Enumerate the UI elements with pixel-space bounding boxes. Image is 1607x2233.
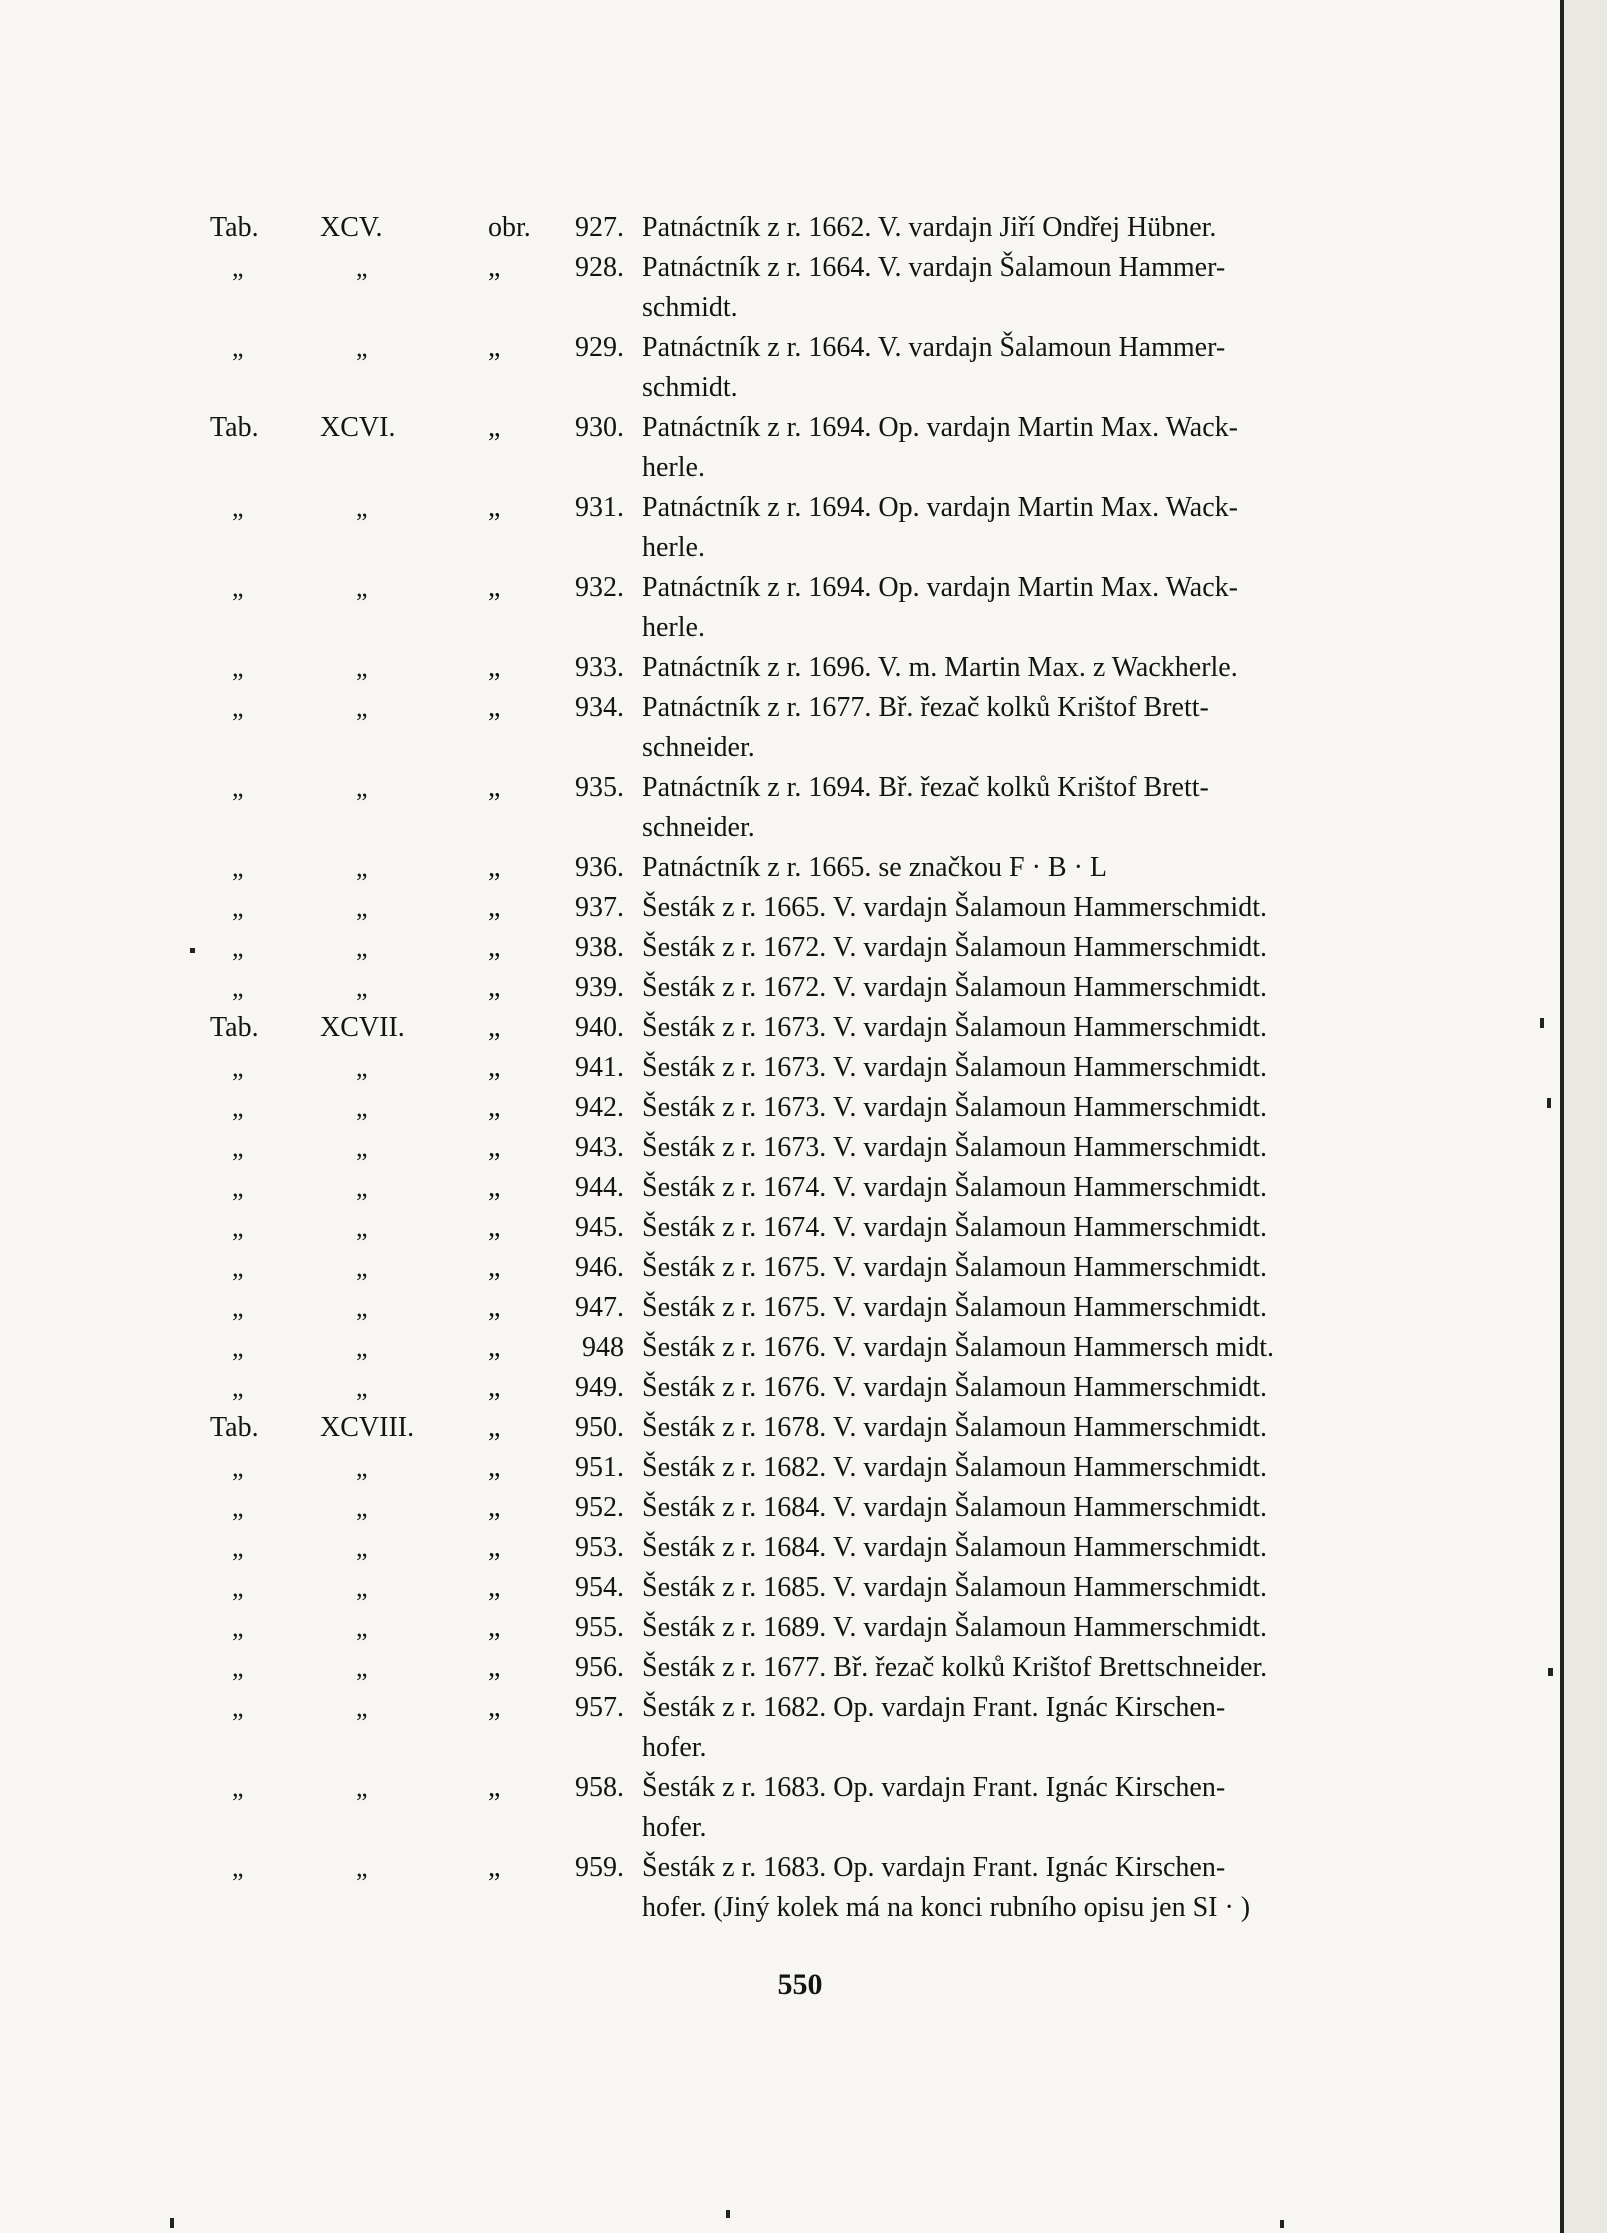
ditto-mark-tab: „: [232, 493, 244, 522]
entry-description: Šesták z r. 1689. V. vardajn Šalamoun Hammerschmidt.: [642, 1612, 1267, 1643]
figure-label: „: [488, 1852, 501, 1883]
figure-number: 933.: [575, 652, 624, 683]
plate-number: XCV.: [320, 212, 383, 243]
figure-label: „: [488, 1012, 501, 1043]
entry-description: Šesták z r. 1674. V. vardajn Šalamoun Hammerschmidt.: [642, 1172, 1267, 1203]
entry-description: Šesták z r. 1682. V. vardajn Šalamoun Hammerschmidt.: [642, 1452, 1267, 1483]
entry-description-continuation: hofer.: [642, 1732, 707, 1763]
ditto-mark-tab: „: [232, 1133, 244, 1162]
figure-label: „: [488, 1652, 501, 1683]
entry-description: Patnáctník z r. 1694. Op. vardajn Martin Max. Wack-: [642, 572, 1238, 603]
catalog-entry: [0, 848, 1460, 888]
catalog-entry: [0, 1008, 1460, 1048]
ditto-mark-plate: „: [356, 573, 368, 602]
scan-speck: [726, 2210, 730, 2218]
ditto-mark-tab: „: [232, 853, 244, 882]
figure-label: „: [488, 252, 501, 283]
scan-speck: [190, 948, 195, 953]
catalog-entry: [0, 688, 1460, 728]
figure-number: 957.: [575, 1692, 624, 1723]
ditto-mark-tab: „: [232, 1373, 244, 1402]
catalog-entry-continuation: [0, 1808, 1460, 1848]
plate-number: XCVI.: [320, 412, 396, 443]
entry-description: Šesták z r. 1684. V. vardajn Šalamoun Hammerschmidt.: [642, 1492, 1267, 1523]
plate-tab-label: Tab.: [210, 1412, 259, 1443]
ditto-mark-plate: „: [356, 1573, 368, 1602]
catalog-entry: [0, 888, 1460, 928]
figure-number: 954.: [575, 1572, 624, 1603]
ditto-mark-tab: „: [232, 893, 244, 922]
figure-number: 940.: [575, 1012, 624, 1043]
ditto-mark-tab: „: [232, 1573, 244, 1602]
ditto-mark-plate: „: [356, 1693, 368, 1722]
ditto-mark-plate: „: [356, 1133, 368, 1162]
entry-description: Šesták z r. 1682. Op. vardajn Frant. Ignác Kirschen-: [642, 1692, 1226, 1723]
ditto-mark-tab: „: [232, 1773, 244, 1802]
entry-description: Šesták z r. 1674. V. vardajn Šalamoun Hammerschmidt.: [642, 1212, 1267, 1243]
catalog-entry: [0, 1288, 1460, 1328]
figure-number: 941.: [575, 1052, 624, 1083]
entry-description: Šesták z r. 1685. V. vardajn Šalamoun Hammerschmidt.: [642, 1572, 1267, 1603]
figure-number: 953.: [575, 1532, 624, 1563]
entry-description: Patnáctník z r. 1694. Bř. řezač kolků Krištof Brett-: [642, 772, 1209, 803]
plate-number: XCVII.: [320, 1012, 405, 1043]
catalog-entry-continuation: [0, 288, 1460, 328]
ditto-mark-plate: „: [356, 1853, 368, 1882]
catalog-entry: [0, 1048, 1460, 1088]
figure-number: 928.: [575, 252, 624, 283]
ditto-mark-tab: „: [232, 1853, 244, 1882]
figure-label: „: [488, 1252, 501, 1283]
ditto-mark-plate: „: [356, 973, 368, 1002]
entry-description: Patnáctník z r. 1677. Bř. řezač kolků Krištof Brett-: [642, 692, 1209, 723]
entry-description-continuation: hofer. (Jiný kolek má na konci rubního opisu jen SI · ): [642, 1892, 1251, 1923]
figure-label: „: [488, 772, 501, 803]
entry-description: Šesták z r. 1675. V. vardajn Šalamoun Hammerschmidt.: [642, 1292, 1267, 1323]
figure-number: 956.: [575, 1652, 624, 1683]
ditto-mark-tab: „: [232, 1613, 244, 1642]
figure-label: „: [488, 1132, 501, 1163]
entry-description-continuation: herle.: [642, 532, 705, 563]
ditto-mark-plate: „: [356, 693, 368, 722]
figure-label: „: [488, 572, 501, 603]
entry-description: Šesták z r. 1683. Op. vardajn Frant. Ignác Kirschen-: [642, 1852, 1226, 1883]
figure-number: 955.: [575, 1612, 624, 1643]
ditto-mark-tab: „: [232, 1093, 244, 1122]
figure-number: 927.: [575, 212, 624, 243]
scan-speck: [170, 2218, 174, 2228]
ditto-mark-plate: „: [356, 333, 368, 362]
figure-label: „: [488, 1772, 501, 1803]
catalog-entry-continuation: [0, 368, 1460, 408]
entry-description: Šesták z r. 1673. V. vardajn Šalamoun Hammerschmidt.: [642, 1012, 1267, 1043]
catalog-entry: [0, 768, 1460, 808]
ditto-mark-tab: „: [232, 1533, 244, 1562]
figure-number: 931.: [575, 492, 624, 523]
figure-number: 935.: [575, 772, 624, 803]
catalog-entry: [0, 968, 1460, 1008]
figure-number: 943.: [575, 1132, 624, 1163]
catalog-entry: [0, 328, 1460, 368]
plate-number: XCVIII.: [320, 1412, 415, 1443]
scan-speck: [1540, 1018, 1544, 1028]
figure-number: 936.: [575, 852, 624, 883]
catalog-entry: [0, 1688, 1460, 1728]
ditto-mark-plate: „: [356, 1053, 368, 1082]
catalog-entry: [0, 1128, 1460, 1168]
catalog-entry: [0, 208, 1460, 248]
ditto-mark-plate: „: [356, 1773, 368, 1802]
catalog-entry: [0, 568, 1460, 608]
catalog-entry: [0, 1648, 1460, 1688]
ditto-mark-plate: „: [356, 1653, 368, 1682]
entry-description: Šesták z r. 1684. V. vardajn Šalamoun Hammerschmidt.: [642, 1532, 1267, 1563]
entry-description-continuation: herle.: [642, 452, 705, 483]
plate-tab-label: Tab.: [210, 212, 259, 243]
ditto-mark-plate: „: [356, 773, 368, 802]
ditto-mark-tab: „: [232, 1453, 244, 1482]
figure-number: 947.: [575, 1292, 624, 1323]
figure-label: „: [488, 692, 501, 723]
catalog-entry: [0, 488, 1460, 528]
ditto-mark-plate: „: [356, 653, 368, 682]
entry-description-continuation: schneider.: [642, 812, 755, 843]
catalog-entry: [0, 1768, 1460, 1808]
entry-description: Šesták z r. 1673. V. vardajn Šalamoun Hammerschmidt.: [642, 1092, 1267, 1123]
catalog-entry: [0, 408, 1460, 448]
ditto-mark-plate: „: [356, 933, 368, 962]
entry-description-continuation: herle.: [642, 612, 705, 643]
figure-number: 950.: [575, 1412, 624, 1443]
catalog-entry: [0, 1448, 1460, 1488]
scan-speck: [1547, 1098, 1551, 1108]
catalog-entry: [0, 1568, 1460, 1608]
ditto-mark-tab: „: [232, 1693, 244, 1722]
catalog-entry-continuation: [0, 808, 1460, 848]
entry-description: Patnáctník z r. 1694. Op. vardajn Martin Max. Wack-: [642, 492, 1238, 523]
ditto-mark-plate: „: [356, 853, 368, 882]
figure-label: „: [488, 1372, 501, 1403]
figure-number: 930.: [575, 412, 624, 443]
figure-label: obr.: [488, 212, 531, 243]
catalog-entry: [0, 1088, 1460, 1128]
ditto-mark-plate: „: [356, 1173, 368, 1202]
figure-number: 937.: [575, 892, 624, 923]
figure-number: 952.: [575, 1492, 624, 1523]
ditto-mark-tab: „: [232, 333, 244, 362]
page-number: 550: [777, 1968, 823, 2001]
figure-label: „: [488, 1692, 501, 1723]
figure-number: 934.: [575, 692, 624, 723]
figure-label: „: [488, 1612, 501, 1643]
scan-speck: [1548, 1668, 1553, 1676]
catalog-entry: [0, 1248, 1460, 1288]
entry-description: Šesták z r. 1677. Bř. řezač kolků Krištof Brettschneider.: [642, 1652, 1268, 1683]
entry-description: Šesták z r. 1683. Op. vardajn Frant. Ignác Kirschen-: [642, 1772, 1226, 1803]
catalog-entry-continuation: [0, 1728, 1460, 1768]
ditto-mark-tab: „: [232, 1293, 244, 1322]
entry-description: Patnáctník z r. 1664. V. vardajn Šalamoun Hammer-: [642, 252, 1226, 283]
ditto-mark-tab: „: [232, 253, 244, 282]
figure-number: 945.: [575, 1212, 624, 1243]
figure-number: 946.: [575, 1252, 624, 1283]
figure-number: 959.: [575, 1852, 624, 1883]
ditto-mark-plate: „: [356, 493, 368, 522]
figure-label: „: [488, 1572, 501, 1603]
figure-label: „: [488, 852, 501, 883]
figure-label: „: [488, 1052, 501, 1083]
figure-label: „: [488, 1332, 501, 1363]
ditto-mark-plate: „: [356, 1453, 368, 1482]
entry-description-continuation: schneider.: [642, 732, 755, 763]
figure-label: „: [488, 1172, 501, 1203]
catalog-entry: [0, 1488, 1460, 1528]
ditto-mark-plate: „: [356, 893, 368, 922]
figure-label: „: [488, 972, 501, 1003]
ditto-mark-plate: „: [356, 1333, 368, 1362]
figure-number: 932.: [575, 572, 624, 603]
catalog-entry: [0, 1528, 1460, 1568]
figure-number: 939.: [575, 972, 624, 1003]
figure-label: „: [488, 332, 501, 363]
catalog-entry: [0, 1408, 1460, 1448]
entry-description: Šesták z r. 1675. V. vardajn Šalamoun Hammerschmidt.: [642, 1252, 1267, 1283]
ditto-mark-plate: „: [356, 1493, 368, 1522]
plate-tab-label: Tab.: [210, 412, 259, 443]
catalog-entry: [0, 1208, 1460, 1248]
catalog-entry-continuation: [0, 608, 1460, 648]
catalog-entry: [0, 648, 1460, 688]
ditto-mark-plate: „: [356, 1093, 368, 1122]
ditto-mark-tab: „: [232, 973, 244, 1002]
figure-label: „: [488, 892, 501, 923]
catalog-entry-continuation: [0, 1888, 1460, 1928]
figure-label: „: [488, 1212, 501, 1243]
ditto-mark-tab: „: [232, 933, 244, 962]
figure-label: „: [488, 932, 501, 963]
ditto-mark-plate: „: [356, 253, 368, 282]
catalog-entry: [0, 1328, 1460, 1368]
figure-label: „: [488, 652, 501, 683]
entry-description: Patnáctník z r. 1662. V. vardajn Jiří Ondřej Hübner.: [642, 212, 1217, 243]
entry-description: Šesták z r. 1676. V. vardajn Šalamoun Hammersch midt.: [642, 1332, 1274, 1363]
entry-description-continuation: hofer.: [642, 1812, 707, 1843]
catalog-entry-continuation: [0, 448, 1460, 488]
catalog-entry: [0, 1608, 1460, 1648]
ditto-mark-tab: „: [232, 1653, 244, 1682]
ditto-mark-tab: „: [232, 573, 244, 602]
ditto-mark-plate: „: [356, 1253, 368, 1282]
entry-description: Šesták z r. 1672. V. vardajn Šalamoun Hammerschmidt.: [642, 932, 1267, 963]
figure-number: 951.: [575, 1452, 624, 1483]
adjacent-page-edge: [1564, 0, 1607, 2233]
ditto-mark-tab: „: [232, 1253, 244, 1282]
entry-description-continuation: schmidt.: [642, 292, 738, 323]
scan-speck: [1280, 2220, 1284, 2228]
figure-number: 958.: [575, 1772, 624, 1803]
ditto-mark-plate: „: [356, 1293, 368, 1322]
entry-description: Šesták z r. 1678. V. vardajn Šalamoun Hammerschmidt.: [642, 1412, 1267, 1443]
catalog-entry: [0, 928, 1460, 968]
figure-label: „: [488, 1092, 501, 1123]
ditto-mark-tab: „: [232, 693, 244, 722]
ditto-mark-plate: „: [356, 1613, 368, 1642]
ditto-mark-plate: „: [356, 1213, 368, 1242]
entry-description: Šesták z r. 1672. V. vardajn Šalamoun Hammerschmidt.: [642, 972, 1267, 1003]
figure-label: „: [488, 1292, 501, 1323]
ditto-mark-plate: „: [356, 1533, 368, 1562]
plate-tab-label: Tab.: [210, 1012, 259, 1043]
entry-description-continuation: schmidt.: [642, 372, 738, 403]
entry-description: Patnáctník z r. 1664. V. vardajn Šalamoun Hammer-: [642, 332, 1226, 363]
entry-description: Patnáctník z r. 1694. Op. vardajn Martin Max. Wack-: [642, 412, 1238, 443]
catalog-entry-continuation: [0, 728, 1460, 768]
figure-number: 949.: [575, 1372, 624, 1403]
figure-number: 929.: [575, 332, 624, 363]
entry-description: Šesták z r. 1676. V. vardajn Šalamoun Hammerschmidt.: [642, 1372, 1267, 1403]
catalog-entry: [0, 1848, 1460, 1888]
entry-description: Šesták z r. 1673. V. vardajn Šalamoun Hammerschmidt.: [642, 1052, 1267, 1083]
ditto-mark-tab: „: [232, 653, 244, 682]
figure-number: 942.: [575, 1092, 624, 1123]
ditto-mark-tab: „: [232, 1493, 244, 1522]
ditto-mark-tab: „: [232, 773, 244, 802]
figure-label: „: [488, 492, 501, 523]
figure-label: „: [488, 1492, 501, 1523]
ditto-mark-tab: „: [232, 1053, 244, 1082]
entry-description: Patnáctník z r. 1665. se značkou F · B · L: [642, 852, 1108, 883]
catalog-entry: [0, 1368, 1460, 1408]
figure-number: 948: [582, 1332, 624, 1363]
figure-number: 944.: [575, 1172, 624, 1203]
ditto-mark-plate: „: [356, 1373, 368, 1402]
entry-description: Patnáctník z r. 1696. V. m. Martin Max. z Wackherle.: [642, 652, 1238, 683]
figure-label: „: [488, 1412, 501, 1443]
ditto-mark-tab: „: [232, 1333, 244, 1362]
ditto-mark-tab: „: [232, 1213, 244, 1242]
catalog-entry-continuation: [0, 528, 1460, 568]
catalog-entry: [0, 1168, 1460, 1208]
figure-label: „: [488, 412, 501, 443]
catalog-entry: [0, 248, 1460, 288]
entry-description: Šesták z r. 1673. V. vardajn Šalamoun Hammerschmidt.: [642, 1132, 1267, 1163]
figure-label: „: [488, 1452, 501, 1483]
figure-number: 938.: [575, 932, 624, 963]
ditto-mark-tab: „: [232, 1173, 244, 1202]
figure-label: „: [488, 1532, 501, 1563]
entry-description: Šesták z r. 1665. V. vardajn Šalamoun Hammerschmidt.: [642, 892, 1267, 923]
